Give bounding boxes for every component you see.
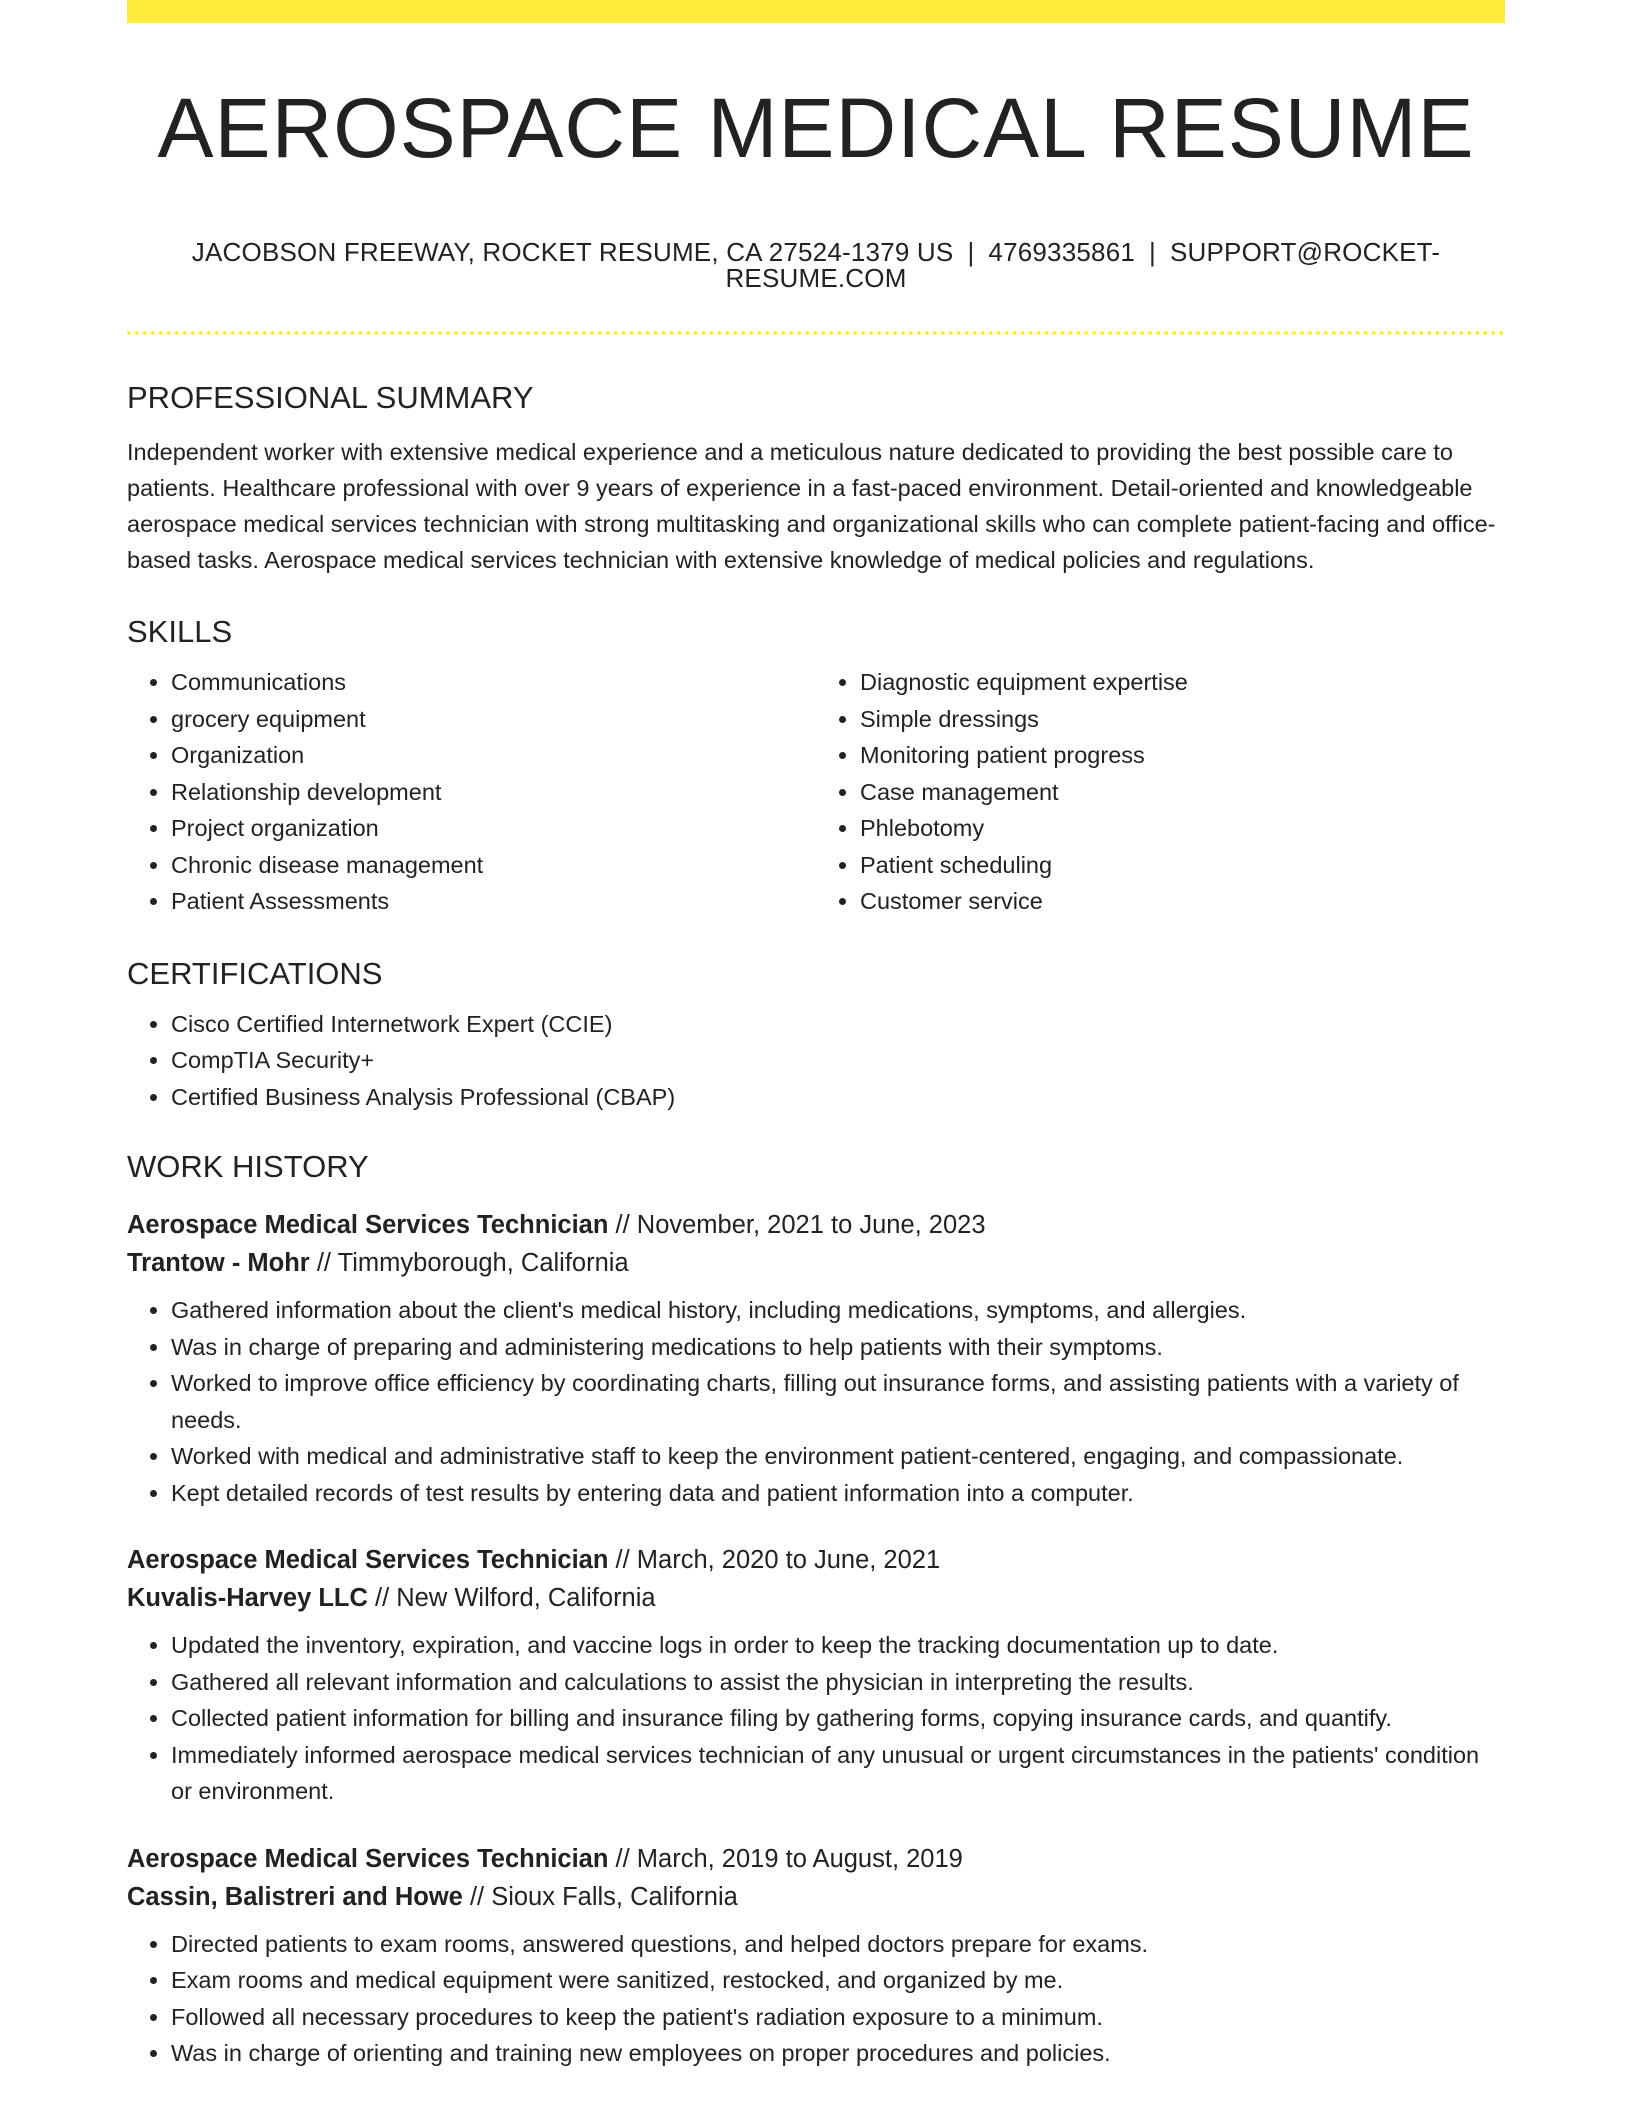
job-company: Cassin, Balistreri and Howe — [127, 1882, 463, 1911]
list-item: • Gathered information about the client's medical history, including medications, symptoms, and allergies. — [171, 1292, 1505, 1329]
list-item: • Patient scheduling — [860, 847, 1505, 884]
job-entry — [127, 1840, 1505, 2072]
job-company: Kuvalis-Harvey LLC — [127, 1584, 368, 1612]
job-separator: // — [608, 1546, 637, 1574]
job-bullets — [127, 1292, 1505, 1511]
resume-page — [127, 0, 1505, 2072]
job-company: Trantow - Mohr — [127, 1249, 310, 1277]
summary-heading: PROFESSIONAL SUMMARY — [127, 380, 534, 415]
certifications-list — [127, 1006, 1505, 1116]
list-item: • Cisco Certified Internetwork Expert (CCIE) — [171, 1006, 1505, 1043]
contact-email: SUPPORT@ROCKET-RESUME.COM — [725, 237, 1441, 293]
list-item: • Was in charge of preparing and administering medications to help patients with their symptoms. — [171, 1329, 1505, 1366]
list-item: • Updated the inventory, expiration, and vaccine logs in order to keep the tracking documentation up to date. — [171, 1627, 1505, 1664]
list-item: • Patient Assessments — [171, 883, 816, 920]
summary-text: Independent worker with extensive medical experience and a meticulous nature dedicated to providing the best possible care to patients. Healthcare professional with over 9 years of experience in a fast-paced environment. Detail-oriented and knowledgeable aerospace medical services technician with strong multitasking and organizational skills who can complete patient-facing and office-based tasks. Aerospace medical services technician with extensive knowledge of medical policies and regulations. — [127, 439, 1496, 573]
work-history-list — [127, 1206, 1505, 2072]
list-item: • Communications — [171, 664, 816, 701]
list-item: • Immediately informed aerospace medical services technician of any unusual or urgent circumstances in the patients' condition or environment. — [171, 1737, 1505, 1810]
list-item: • Case management — [860, 774, 1505, 811]
list-item: • Was in charge of orienting and training new employees on proper procedures and policies. — [171, 2035, 1505, 2072]
job-separator: // — [608, 1211, 637, 1239]
contact-separator: | — [1149, 237, 1156, 267]
list-item: • Worked to improve office efficiency by coordinating charts, filling out insurance forms, and assisting patients with a variety of needs. — [171, 1365, 1505, 1438]
job-entry — [127, 1541, 1505, 1810]
skills-heading: SKILLS — [127, 614, 233, 649]
job-title: Aerospace Medical Services Technician — [127, 1546, 609, 1574]
skills-columns — [127, 664, 1505, 920]
skills-left-list — [127, 664, 816, 920]
job-separator: // — [462, 1882, 492, 1911]
job-separator: // — [367, 1584, 397, 1612]
job-title-line — [127, 1206, 1505, 1244]
list-item: • CompTIA Security+ — [171, 1042, 1505, 1079]
list-item: • grocery equipment — [171, 701, 816, 738]
contact-separator: | — [967, 237, 975, 267]
job-title: Aerospace Medical Services Technician — [127, 1844, 609, 1873]
list-item: • Exam rooms and medical equipment were sanitized, restocked, and organized by me. — [171, 1962, 1505, 1999]
job-title: Aerospace Medical Services Technician — [127, 1211, 609, 1239]
list-item: • Phlebotomy — [860, 810, 1505, 847]
resume-title: AEROSPACE MEDICAL RESUME — [157, 81, 1475, 175]
list-item: • Directed patients to exam rooms, answered questions, and helped doctors prepare for exams. — [171, 1926, 1505, 1963]
skills-right-list — [816, 664, 1505, 920]
list-item: • Collected patient information for billing and insurance filing by gathering forms, copying insurance cards, and quantify. — [171, 1700, 1505, 1737]
list-item: • Organization — [171, 737, 816, 774]
work-history-heading: WORK HISTORY — [127, 1149, 369, 1184]
job-dates: March, 2020 to June, 2021 — [636, 1546, 941, 1574]
job-company-line — [127, 1579, 1505, 1617]
job-bullets — [127, 1627, 1505, 1810]
job-location: Sioux Falls, California — [491, 1882, 738, 1911]
job-location: New Wilford, California — [396, 1584, 656, 1612]
job-location: Timmyborough, California — [337, 1249, 629, 1277]
list-item: • Monitoring patient progress — [860, 737, 1505, 774]
job-company-line — [127, 1244, 1505, 1282]
list-item: • Gathered all relevant information and calculations to assist the physician in interpreting the results. — [171, 1664, 1505, 1701]
contact-phone: 4769335861 — [988, 237, 1136, 267]
list-item: • Kept detailed records of test results by entering data and patient information into a computer. — [171, 1475, 1505, 1512]
contact-line — [127, 239, 1505, 291]
job-separator: // — [608, 1844, 637, 1873]
job-title-line — [127, 1541, 1505, 1579]
certifications-heading: CERTIFICATIONS — [127, 955, 383, 991]
list-item: • Relationship development — [171, 774, 816, 811]
list-item: • Worked with medical and administrative staff to keep the environment patient-centered, engaging, and compassionate. — [171, 1438, 1505, 1475]
job-dates: March, 2019 to August, 2019 — [636, 1844, 963, 1873]
job-separator: // — [309, 1249, 338, 1277]
list-item: • Followed all necessary procedures to keep the patient's radiation exposure to a minimum. — [171, 1999, 1505, 2036]
list-item: • Project organization — [171, 810, 816, 847]
list-item: • Simple dressings — [860, 701, 1505, 738]
accent-bar — [127, 0, 1505, 23]
list-item: • Certified Business Analysis Professional (CBAP) — [171, 1079, 1505, 1116]
dotted-divider — [127, 331, 1505, 335]
contact-address: JACOBSON FREEWAY, ROCKET RESUME, CA 27524-1379 US — [191, 237, 954, 267]
job-title-line — [127, 1840, 1505, 1878]
job-company-line — [127, 1878, 1505, 1916]
list-item: • Chronic disease management — [171, 847, 816, 884]
job-entry — [127, 1206, 1505, 1511]
list-item: • Customer service — [860, 883, 1505, 920]
job-bullets — [127, 1926, 1505, 2072]
job-dates: November, 2021 to June, 2023 — [636, 1211, 986, 1239]
list-item: • Diagnostic equipment expertise — [860, 664, 1505, 701]
